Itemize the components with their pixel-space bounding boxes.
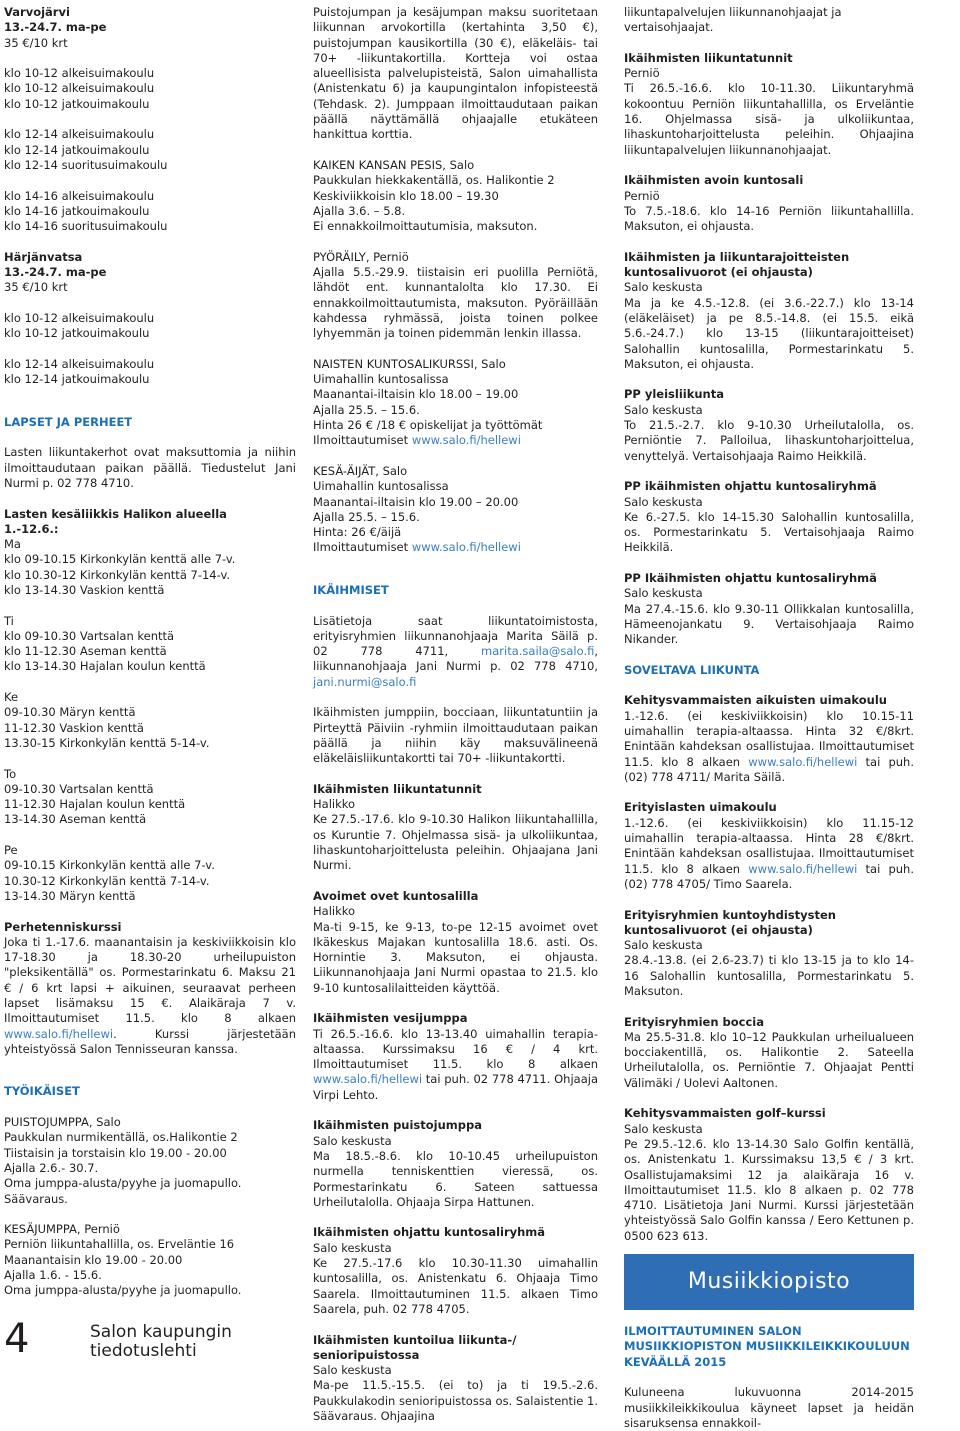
schedule-line: klo 10-12 alkeisuimakoulu — [4, 66, 155, 81]
line: Ajalla 2.6.- 30.7. — [4, 1160, 99, 1175]
text: Lisätietoja saat liikuntatoimistosta, erityisryhmien liikunnanohjaaja Marita Säilä p. 02 778 4711, — [313, 613, 598, 659]
text: , liikunnanohjaaja Jani Nurmi p. 02 778 4710, — [313, 644, 598, 674]
schedule-line: 09-10.15 Kirkonkylän kenttä alle 7-v. — [4, 858, 215, 873]
subheading: PP ikäihmisten ohjattu kuntosaliryhmä — [624, 479, 877, 494]
text: Ilmoittautumiset — [313, 433, 412, 448]
paragraph: Ma 25.5-31.8. klo 10–12 Paukkulan urheilualueen bocciakentillä, os. Halikontie 2. Sateella Urheilutalolla, os. Perniöntie 7. Ohjaajat Pentti Välimäki / Uolevi Aaltonen. — [624, 1029, 914, 1090]
email-link-jani[interactable]: jani.nurmi@salo.fi — [313, 674, 417, 689]
column-1 — [4, 5, 296, 1299]
schedule-line: 13-14.30 Märyn kenttä — [4, 888, 136, 903]
paragraph: Ma-ti 9-15, ke 9-13, to-pe 12-15 avoimet ovet Ikäkeskus Majakan kuntosalilla 18.6. asti. Os. Hornintie 3. Maksuton, ei ohjausta. Liikunnanohjaaja Jani Nurmi opastaa to 21.5. klo 9-10 kuntosalilaitteiden käyttöä. — [313, 919, 598, 995]
line — [313, 540, 598, 555]
location: Salo keskusta — [313, 1240, 392, 1255]
line: Ajalla 1.6. - 15.6. — [4, 1268, 102, 1283]
location: Salo keskusta — [624, 280, 703, 295]
schedule-line: klo 11-12.30 Aseman kenttä — [4, 644, 167, 659]
section-heading-ilmoittautuminen: ILMOITTAUTUMINEN SALON MUSIIKKIOPISTON MUSIIKKILEIKKIKOULUUN KEVÄÄLLÄ 2015 — [624, 1324, 910, 1369]
line: Keskiviikkoisin klo 18.00 – 19.30 — [313, 188, 499, 203]
paragraph: Ma 27.4.-15.6. klo 9.30-11 Ollikkalan kuntosalilla, Hämeenojankatu 9. Vertaisohjaaja Raimo Nikander. — [624, 601, 914, 647]
line: Paukkulan nurmikentällä, os.Halikontie 2 — [4, 1130, 238, 1145]
location: Perniö — [624, 66, 660, 81]
subheading: Ikäihmisten puistojumppa — [313, 1118, 483, 1133]
schedule-line: klo 10-12 jatkouimakoulu — [4, 96, 150, 111]
section-heading-tyoikaiset: TYÖIKÄISET — [4, 1084, 80, 1099]
schedule-line: klo 12-14 suoritusuimakoulu — [4, 157, 168, 172]
weekday: Ti — [4, 613, 14, 628]
page-number: 4 — [4, 1316, 30, 1362]
schedule-line: klo 10-12 alkeisuimakoulu — [4, 310, 155, 325]
paragraph: Ajalla 5.5.-29.9. tiistaisin eri puolilla Perniötä, lähdöt ent. kunnantalolta klo 17.30. Ei ennakkoilmoittautumista, maksuton. Pyöräillään kahdessa ryhmässä, joista toinen polkee lyhyemmän ja toinen pidemmän lenkin illassa. — [313, 265, 598, 341]
line: Tiistaisin ja torstaisin klo 19.00 - 20.00 — [4, 1145, 227, 1160]
schedule-line: klo 13-14.30 Vaskion kenttä — [4, 582, 165, 597]
subheading: Erityisryhmien kuntoyhdistysten kuntosalivuorot (ei ohjausta) — [624, 907, 836, 937]
schedule-line: klo 10-12 alkeisuimakoulu — [4, 81, 155, 96]
schedule-line: klo 12-14 alkeisuimakoulu — [4, 127, 155, 142]
text: Joka ti 1.-17.6. maanantaisin ja keskiviikkoisin klo 17-18.30 ja 18.30-20 urheilupuiston "pleksikentällä" os. Pormestarinkatu 6. Maksu 21 € / 6 krt lapsi + aikuinen, seuraavat perheen lapset lisämaksu 15 €. Alaikäraja 7 v. Ilmoittautumiset 11.5. klo 8 alkaen — [4, 934, 296, 1026]
location: Salo keskusta — [624, 494, 703, 509]
text: Ti 26.5.-16.6. klo 13-13.40 uimahallin terapia-altaassa. Kurssimaksu 16 € / 4 krt. Ilmoittautumiset 11.5. klo 8 alkaen — [313, 1026, 598, 1072]
line: Oma jumppa-alusta/pyyhe ja juomapullo. Säävaraus. — [4, 1176, 242, 1206]
email-link-marita[interactable]: marita.saila@salo.fi — [481, 644, 595, 659]
hellewi-link[interactable]: www.salo.fi/hellewi — [748, 861, 858, 876]
line: KAIKEN KANSAN PESIS, Salo — [313, 157, 475, 172]
subheading: Ikäihmisten vesijumppa — [313, 1011, 468, 1026]
hellewi-link[interactable]: www.salo.fi/hellewi — [748, 754, 858, 769]
line: PYÖRÄILY, Perniö — [313, 249, 409, 264]
section-heading-soveltava: SOVELTAVA LIIKUNTA — [624, 662, 760, 677]
column-3 — [624, 5, 914, 1431]
paragraph: Ti 26.5.-16.6. klo 10-11.30. Liikuntaryhmä kokoontuu Perniön liikuntahallilla, os Erveläntie 16. Ohjelmassa sisä- ja ulkoliikuntaa, lihaskuntoharjoittelusta peleihin. Ohjaajina liikuntapalvelujen liikunnanohjaajat. — [624, 81, 914, 157]
schedule-line: 09-10.30 Vartsalan kenttä — [4, 781, 154, 796]
date-range: 13.-24.7. ma-pe — [4, 265, 107, 280]
schedule-line: klo 12-14 jatkouimakoulu — [4, 372, 150, 387]
paragraph: 28.4.-13.8. (ei 2.6-23.7) ti klo 13-15 ja to klo 14-16 Salohallin kuntosalilla, Pormestarinkatu 5. Maksuton. — [624, 953, 914, 998]
line: Maanantai-iltaisin klo 19.00 – 20.00 — [313, 494, 519, 509]
line: Perniön liikuntahallilla, os. Erveläntie 16 — [4, 1237, 235, 1252]
line: Hinta 26 € /18 € opiskelijat ja työttömät — [313, 418, 543, 433]
text: 1.-12.6. (ei keskiviikkoisin) klo 10.15-11 uimahallin terapia-altaassa. Hinta 32 €/8krt. Enintään kahdeksan osallistujaa. Ilmoittautumiset 11.5. klo 8 alkaen — [624, 708, 914, 769]
publication-title — [90, 1323, 232, 1361]
line: PUISTOJUMPPA, Salo — [4, 1115, 121, 1130]
schedule-line: klo 13-14.30 Hajalan koulun kenttä — [4, 659, 206, 674]
subheading: PP Ikäihmisten ohjattu kuntosaliryhmä — [624, 570, 877, 585]
heading-varvojarvi: Varvojärvi — [4, 5, 70, 19]
date-range: 13.-24.7. ma-pe — [4, 20, 107, 35]
line: Uimahallin kuntosalissa — [313, 372, 449, 387]
paragraph: Ma-pe 11.5.-15.5. (ei to) ja ti 19.5.-2.6. Paukkulakodin senioripuistossa os. Salaistentie 1. Säävaraus. Ohjaajina — [313, 1378, 598, 1424]
heading-harjanvatsa: Härjänvatsa — [4, 249, 83, 264]
publication-title-line1: Salon kaupungin — [90, 1322, 232, 1342]
paragraph: Pe 29.5.-12.6. klo 13-14.30 Salo Golfin kentällä, os. Anistenkatu 1. Kurssimaksu 13,5 € / 3 krt. Osallistujamaksimi 12 ja alaikäraja 16 v. Ilmoittautumiset 11.5. klo 8 alkaen p. 02 778 4710. Lisätietoja Jani Nurmi. Kurssi järjestetään yhteistyössä Salo Golfin kanssa / Eero Kettunen p. 0500 623 613. — [624, 1136, 914, 1243]
schedule-line: klo 10-12 jatkouimakoulu — [4, 326, 150, 341]
paragraph: Ma 18.5.-8.6. klo 10-10.45 urheilupuiston nurmella tenniskenttien vieressä, os. Pormestarinkatu 6. Sateen sattuessa Urheilutalolla. Ohjaaja Sirpa Hattunen. — [313, 1148, 598, 1209]
schedule-line: klo 10.30-12 Kirkonkylän kenttä 7-14-v. — [4, 567, 231, 582]
schedule-line: 10.30-12 Kirkonkylän kenttä 7-14-v. — [4, 873, 210, 888]
line: Oma jumppa-alusta/pyyhe ja juomapullo. — [4, 1283, 242, 1298]
schedule-line: 11-12.30 Hajalan koulun kenttä — [4, 797, 186, 812]
paragraph: liikuntapalvelujen liikunnanohjaajat ja vertaisohjaajat. — [624, 5, 842, 35]
musiikkiopisto-banner — [624, 1254, 914, 1310]
line: Ajalla 25.5. – 15.6. — [313, 402, 420, 417]
schedule-line: klo 09-10.30 Vartsalan kenttä — [4, 628, 175, 643]
text: Ilmoittautumiset — [313, 540, 412, 555]
subheading: PP yleisliikunta — [624, 387, 724, 402]
line — [313, 433, 598, 448]
line: KESÄ-ÄIJÄT, Salo — [313, 463, 408, 478]
location: Salo keskusta — [624, 938, 703, 953]
subheading: Lasten kesäliikkis Halikon alueella — [4, 506, 227, 521]
paragraph — [313, 1027, 598, 1103]
subheading: Ikäihmisten kuntoilua liikunta-/ senioripuistossa — [313, 1332, 517, 1362]
paragraph — [4, 935, 296, 1057]
subheading: Ikäihmisten liikuntatunnit — [624, 50, 793, 65]
weekday: To — [4, 766, 17, 781]
location: Halikko — [313, 797, 356, 812]
section-heading-ikaihmiset: IKÄIHMISET — [313, 582, 389, 597]
schedule-line: klo 14-16 suoritusuimakoulu — [4, 219, 168, 234]
subheading: Ikäihmisten avoin kuntosali — [624, 173, 804, 188]
hellewi-link[interactable]: www.salo.fi/hellewi — [4, 1026, 114, 1041]
schedule-line: klo 14-16 jatkouimakoulu — [4, 203, 150, 218]
hellewi-link[interactable]: www.salo.fi/hellewi — [313, 1072, 423, 1087]
subheading: Perhetenniskurssi — [4, 919, 122, 934]
subheading: Avoimet ovet kuntosalilla — [313, 888, 479, 903]
paragraph — [313, 614, 598, 690]
column-2 — [313, 5, 598, 1424]
location: Salo keskusta — [624, 402, 703, 417]
location: Perniö — [624, 188, 660, 203]
line: Paukkulan hiekkakentällä, os. Halikontie 2 — [313, 173, 555, 188]
line: Ajalla 3.6. – 5.8. — [313, 203, 406, 218]
schedule-line: klo 12-14 jatkouimakoulu — [4, 142, 150, 157]
paragraph — [624, 709, 914, 785]
line: Uimahallin kuntosalissa — [313, 479, 449, 494]
hellewi-link[interactable]: www.salo.fi/hellewi — [411, 540, 521, 555]
paragraph: Ke 6.-27.5. klo 14-15.30 Salohallin kuntosalilla, os. Pormestarinkatu 5. Vertaisohjaaja Raimo Heikkilä. — [624, 509, 914, 555]
paragraph: Lasten liikuntakerhot ovat maksuttomia ja niihin ilmoittaudutaan paikan päällä. Tiedustelut Jani Nurmi p. 02 778 4710. — [4, 445, 296, 490]
banner-label: Musiikkiopisto — [687, 1269, 851, 1295]
line: Maanantaisin klo 19.00 - 20.00 — [4, 1252, 183, 1267]
paragraph: Ikäihmisten jumppiin, bocciaan, liikuntatuntiin ja Pirteyttä Päiviin -ryhmiin ilmoittaudutaan paikan päällä ja niihin käy maksuvälineenä eläkeläisliikuntakortti tai 70+ -liikuntakortti. — [313, 705, 598, 766]
schedule-line: 09-10.30 Märyn kenttä — [4, 705, 136, 720]
schedule-line: klo 12-14 alkeisuimakoulu — [4, 356, 155, 371]
line: KESÄJUMPPA, Perniö — [4, 1222, 120, 1237]
subheading: Ikäihmisten ohjattu kuntosaliryhmä — [313, 1225, 546, 1240]
schedule-line: klo 09-10.15 Kirkonkylän kenttä alle 7-v. — [4, 552, 236, 567]
subheading: Kehitysvammaisten golf–kurssi — [624, 1106, 826, 1121]
price: 35 €/10 krt — [4, 280, 68, 295]
text: 1.-12.6. (ei keskiviikkoisin) klo 11.15-12 uimahallin terapia-altaassa. Hinta 28 €/8krt. Enintään kahdeksan osallistujaa. Ilmoittautumiset 11.5. klo 8 alkaen — [624, 815, 914, 876]
location: Salo keskusta — [313, 1133, 392, 1148]
subheading: Kehitysvammaisten aikuisten uimakoulu — [624, 693, 887, 708]
schedule-line: 11-12.30 Vaskion kenttä — [4, 720, 144, 735]
paragraph — [624, 816, 914, 892]
paragraph: Kuluneena lukuvuonna 2014-2015 musiikkileikkikoulua käyneet lapset ja heidän sisaruksensa ennakkoil- — [624, 1385, 914, 1430]
weekday: Ma — [4, 537, 21, 552]
price: 35 €/10 krt — [4, 35, 68, 50]
publication-title-line2: tiedotuslehti — [90, 1341, 197, 1361]
date-range: 1.-12.6.: — [4, 521, 59, 536]
subheading: Ikäihmisten ja liikuntarajoitteisten kuntosalivuorot (ei ohjausta) — [624, 249, 850, 280]
paragraph: Ke 27.5.-17.6 klo 10.30-11.30 uimahallin kuntosalilla, os. Anistenkatu 6. Ohjaaja Timo Saarela. Ilmoittautuminen 11.5. alkaen Timo Saarela, puh. 02 778 4705. — [313, 1256, 598, 1316]
weekday: Ke — [4, 690, 19, 705]
line: NAISTEN KUNTOSALIKURSSI, Salo — [313, 356, 506, 371]
line: Ei ennakkoilmoittautumisia, maksuton. — [313, 219, 538, 234]
location: Salo keskusta — [313, 1363, 392, 1378]
line: Maanantai-iltaisin klo 18.00 – 19.00 — [313, 387, 519, 402]
subheading: Erityislasten uimakoulu — [624, 800, 777, 815]
text: tai puh. 02 778 4711. Ohjaaja Virpi Lehto. — [313, 1072, 598, 1102]
paragraph: Puistojumpan ja kesäjumpan maksu suoritetaan liikunnan arvokortilla (kertahinta 3,50 €), puistojumpan kausikortilla (30 €), eläkeläis- tai 70+ -liikuntakortilla. Kortteja voi ostaa alueellisista palvelupisteistä, Salon uimahallista (Anistenkatu 6) ja kaupungintalon infopisteestä (Tehdask. 2). Jumppaan ilmoittaudutaan paikan päällä näyttämällä ohjaajalle etukäteen hankittua korttia. — [313, 5, 598, 142]
location: Salo keskusta — [624, 1121, 703, 1136]
schedule-line: klo 14-16 alkeisuimakoulu — [4, 188, 155, 203]
schedule-line: 13-14.30 Aseman kenttä — [4, 812, 147, 827]
paragraph: To 21.5.-2.7. klo 9-10.30 Urheilutalolla, os. Perniöntie 7. Palloilua, lihaskuntoharjoittelua, venyttelyä. Vertaisohjaaja Raimo Heikkilä. — [624, 418, 914, 463]
paragraph: To 7.5.-18.6. klo 14-16 Perniön liikuntahallilla. Maksuton, ei ohjausta. — [624, 203, 914, 234]
paragraph: Ma ja ke 4.5.-12.8. (ei 3.6.-22.7.) klo 13-14 (eläkeläiset) ja pe 8.5.-14.8. (ei 15.5. eikä 5.6.-24.7.) klo 13-15 (liikuntarajoitteiset) Salohallin kuntosalilla, Pormestarinkatu 5. Maksuton, ei ohjausta. — [624, 295, 914, 371]
paragraph: Ke 27.5.-17.6. klo 9-10.30 Halikon liikuntahallilla, os Kuruntie 7. Ohjelmassa sisä- ja ulkoliikuntaa, lihaskuntoharjoittelusta peleihin. Ohjaajana Jani Nurmi. — [313, 812, 598, 873]
location: Halikko — [313, 904, 356, 919]
section-heading-lapset: LAPSET JA PERHEET — [4, 414, 133, 429]
subheading: Erityisryhmien boccia — [624, 1014, 764, 1029]
text: tai puh. (02) 778 4711/ Marita Säilä. — [624, 754, 914, 784]
location: Salo keskusta — [624, 586, 703, 601]
text: tai puh. (02) 778 4705/ Timo Saarela. — [624, 861, 914, 891]
schedule-line: 13.30-15 Kirkonkylän kenttä 5-14-v. — [4, 735, 210, 750]
weekday: Pe — [4, 843, 18, 858]
subheading: Ikäihmisten liikuntatunnit — [313, 781, 482, 796]
line: Hinta: 26 €/äijä — [313, 525, 402, 540]
hellewi-link[interactable]: www.salo.fi/hellewi — [411, 433, 521, 448]
line: Ajalla 25.5. – 15.6. — [313, 509, 420, 524]
text: . Kurssi järjestetään yhteistyössä Salon Tennisseuran kanssa. — [4, 1026, 296, 1056]
